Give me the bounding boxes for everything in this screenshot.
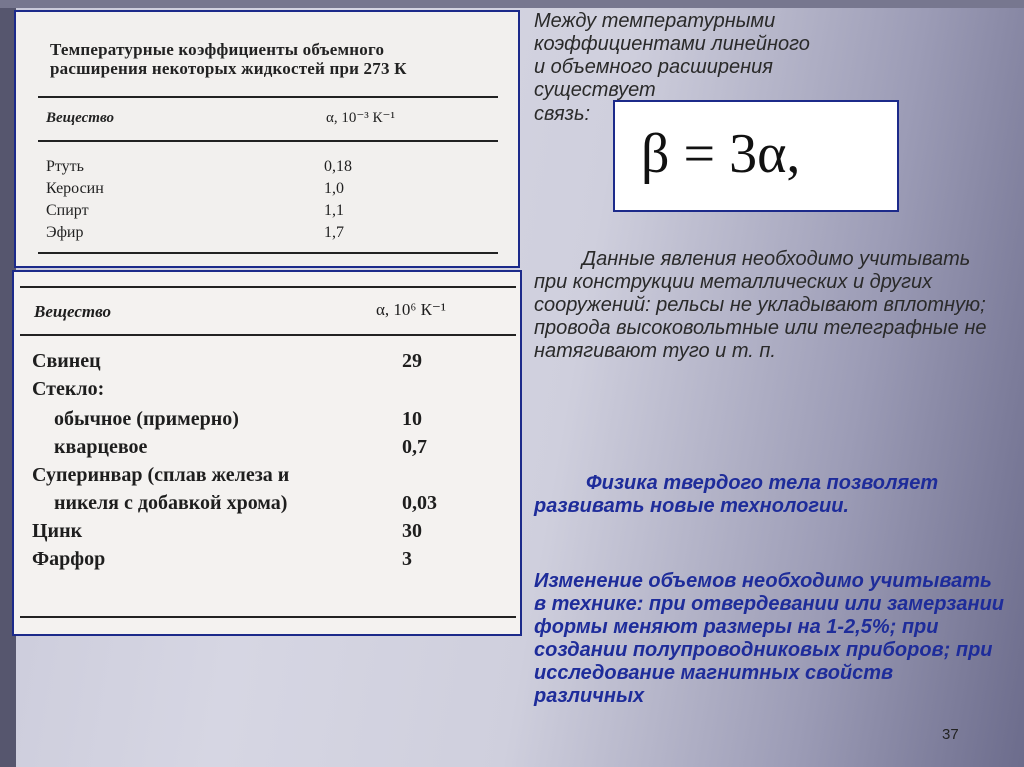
table2-row-value: 0,03 <box>402 492 437 514</box>
table1-rule-top <box>38 96 498 98</box>
table1-row-name: Ртуть <box>46 158 84 175</box>
table1-row-value: 0,18 <box>324 158 352 175</box>
table2-row-value: 3 <box>402 548 412 570</box>
table1-row-name: Керосин <box>46 180 104 197</box>
table2-row-value: 10 <box>402 408 422 430</box>
table2-header-substance: Вещество <box>34 302 112 321</box>
table1-row-name: Эфир <box>46 224 84 241</box>
table1-header-alpha: α, 10⁻³ К⁻¹ <box>326 110 395 126</box>
table-row <box>32 492 512 520</box>
table-row <box>46 202 486 224</box>
table-row <box>32 350 512 378</box>
solid-state-text: Физика твердого тела позволяет развивать новые технологии. <box>534 472 939 517</box>
volume-change-paragraph: Изменение объемов необходимо учитывать в технике: при отвердевании или замерзании формы меняют размеры на 1-2,5%; при создании полупроводниковых приборов; при исследование магнитных свойств различных <box>534 570 1005 707</box>
applications-paragraph <box>534 248 1004 363</box>
table2-row-name: обычное (примерно) <box>54 408 239 430</box>
table1-title-line1: Температурные коэффициенты объемного <box>50 40 385 59</box>
table2-row-name: Стекло: <box>32 378 105 400</box>
table2-row-name: Фарфор <box>32 548 106 570</box>
table-row <box>46 224 486 246</box>
solids-expansion-table <box>12 270 522 636</box>
table2-rule-top <box>20 286 516 288</box>
table2-row-name: никеля с добавкой хрома) <box>54 492 288 514</box>
table-row <box>32 464 512 492</box>
table2-row-name: Цинк <box>32 520 83 542</box>
relation-paragraph: Между температурными коэффициентами линейного и объемного расширения существует <box>534 10 810 101</box>
table-row <box>32 408 512 436</box>
table1-rule-header <box>38 140 498 142</box>
table-row <box>46 180 486 202</box>
applications-text: Данные явления необходимо учитывать при конструкции металлических и других сооружений: рельсы не укладывают вплотную; провода высоковольтные или телеграфные не натягивают туго и т. п. <box>534 248 987 362</box>
table-row <box>32 548 512 576</box>
table2-row-value: 29 <box>402 350 422 372</box>
slide-top-band <box>0 0 1024 8</box>
relation-paragraph-end: связь: <box>534 103 591 125</box>
table-row <box>32 436 512 464</box>
table-row <box>32 378 512 406</box>
table1-row-value: 1,0 <box>324 180 344 197</box>
table2-row-value: 30 <box>402 520 422 542</box>
formula-box <box>613 100 899 212</box>
table1-header-substance: Вещество <box>46 110 114 126</box>
table1-rule-bottom <box>38 252 498 254</box>
table2-row-name: Свинец <box>32 350 101 372</box>
table2-rule-header <box>20 334 516 336</box>
table2-row-name: кварцевое <box>54 436 148 458</box>
slide-number: 37 <box>942 726 959 743</box>
table2-header-alpha: α, 10⁶ К⁻¹ <box>376 300 446 319</box>
table1-row-name: Спирт <box>46 202 89 219</box>
table1-row-value: 1,7 <box>324 224 344 241</box>
liquids-expansion-table <box>14 10 520 268</box>
solid-state-paragraph <box>534 472 1004 518</box>
table-row <box>32 520 512 548</box>
table2-row-value: 0,7 <box>402 436 427 458</box>
table2-rule-bottom <box>20 616 516 618</box>
table-row <box>46 158 486 180</box>
table1-title <box>50 40 407 78</box>
table2-row-name: Суперинвар (сплав железа и <box>32 464 290 486</box>
table1-title-line2: расширения некоторых жидкостей при 273 К <box>50 59 407 78</box>
table1-row-value: 1,1 <box>324 202 344 219</box>
formula-beta-3alpha: β = 3α, <box>641 123 801 185</box>
